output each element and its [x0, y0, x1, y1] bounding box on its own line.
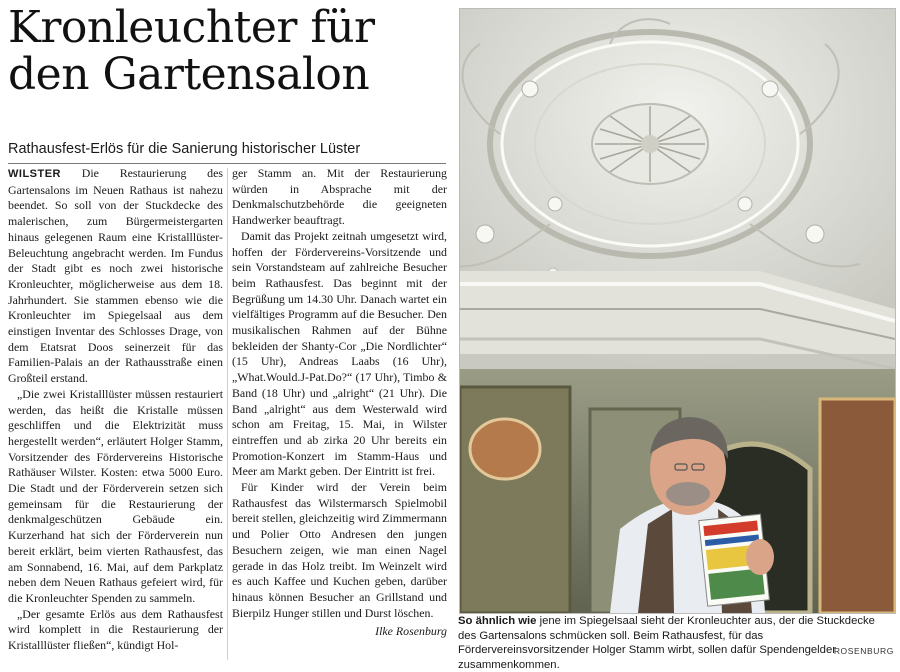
article-column-2 — [232, 166, 447, 640]
paragraph: Für Kinder wird der Verein beim Rathausfest das Wilstermarsch Spielmobil bereit stellen, gleichzeitig wird Zimmermann und Polier Otto Andresen den jungen Besuchern zeigen, wie man einen Nagel gerade in das Holz treibt. Im Weinzelt wird es auch Kaffee und Kuchen geben, darüber hinaus können Besucher an Grillstand und Bierpilz Hunger stillen und Durst löschen. — [232, 480, 447, 620]
paragraph-text: Die Restaurierung des Gartensalons im Neuen Rathaus ist nahezu beendet. So soll von der Stuckdecke des malerischen, zum Bürgermeistergarten hinaus gelegenen Raum eine Kristalllüster-Beleuchtung angebracht werden. Im Fundus der Stadt gibt es noch zwei historische Kronleuchter, möglicherweise aus dem 18. Jahrhundert. Sie stammen ebenso wie die Kronleuchter im Spiegelsaal aus dem einstigen Inventar des Schlosses Drage, von dem Etatsrat Doos seinerzeit für das Familien-Palais an der Rathausstraße einen Großteil erstand. — [8, 166, 223, 386]
painted-medallion — [470, 419, 540, 479]
headline-line-2: den Gartensalon — [8, 49, 370, 100]
subhead-divider — [8, 163, 446, 164]
paragraph — [8, 166, 223, 387]
dateline: WILSTER — [8, 168, 61, 180]
author-byline: Ilke Rosenburg — [375, 624, 447, 639]
column-divider — [227, 168, 228, 660]
paragraph: ger Stamm an. Mit der Restaurierung würden in Absprache mit der Denkmalschutzbehörde die geeigneten Handwerker beauftragt. — [232, 166, 447, 228]
headline-line-1: Kronleuchter für — [8, 2, 375, 53]
caption-text: jene im Spiegelsaal sieht der Kronleuchter aus, der die Stuckdecke des Gartensalons schmücken soll. Beim Rathausfest, für das Fördervereinsvorsitzender Holger Stamm wirbt, sollen dafür Spendengelder zusammenkommen. — [458, 615, 875, 671]
article-column-1 — [8, 166, 223, 654]
caption-lead: So ähnlich wie — [458, 615, 537, 627]
paragraph: Damit das Projekt zeitnah umgesetzt wird, hoffen der Fördervereins-Vorsitzende und sein Vorstandsteam auf zahlreiche Besucher beim Rathausfest. Das beginnt mit der Begrüßung um 14.30 Uhr. Danach wartet ein vielfältiges Programm auf die Besucher. Den musikalischen Rahmen auf der Bühne bekleiden der Shanty-Cor „Die Nordlichter“ (15 Uhr), Andreas Laabs (16 Uhr), „What.Would.J-Pat.Do?“ (17 Uhr), Timbo & Band (18 Uhr) und „alright“ (21 Uhr). Die Band „alright“ aus dem Westerwald wird schon am Freitag, 15. Mai, in Wilster eintreffen und ab zirka 20 Uhr bereits ein Promotion-Konzert im Stamm-Haus und Meer am Markt geben. Der Eintritt ist frei. — [232, 228, 447, 479]
headline — [8, 4, 448, 98]
article-photo — [459, 8, 896, 614]
photo-credit: ROSENBURG — [833, 646, 894, 656]
photo-caption — [458, 614, 894, 672]
paragraph: „Die zwei Kristalllüster müssen restauriert werden, das heißt die Kristalle müssen geschliffen und die Elektrizität muss hergestellt werden“, erläutert Holger Stamm, Vorsitzender des Fördervereins Historische Rathäuser Wilster. Kosten: etwa 5000 Euro. Die Stadt und der Förderverein setzen sich gemeinsam für die Restaurierung der denkmalgeschützen Gebäude ein. Kurzerhand hat sich der Förderverein nun bereit erklärt, beim vierten Rathausfest, das am Sonnabend, 16. Mai, auf dem Parkplatz neben dem Neuen Rathaus gefeiert wird, für die Kronleuchter Spenden zu sammeln. — [8, 386, 223, 605]
chandelier-room-photo — [460, 9, 895, 613]
subheadline: Rathausfest-Erlös für die Sanierung historischer Lüster — [8, 141, 361, 157]
paragraph: „Der gesamte Erlös aus dem Rathausfest wird komplett in die Restaurierung der Kristalllüster fließen“, kündigt Hol- — [8, 606, 223, 653]
